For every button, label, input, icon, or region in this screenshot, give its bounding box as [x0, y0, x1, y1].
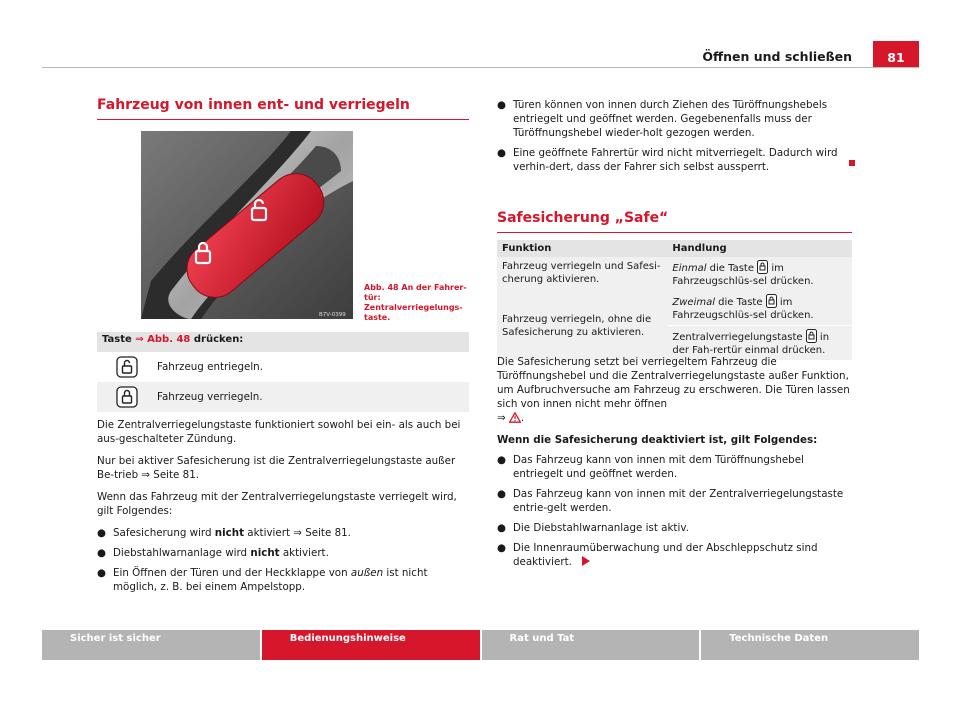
list-item-text: aktiviert. — [279, 547, 329, 559]
door-panel-illustration — [141, 131, 353, 319]
table-cell: Fahrzeug verriegeln und Safesi-cherung aktivieren. — [497, 257, 667, 291]
paragraph: Die Zentralverriegelungstaste funktioniert sowohl bei ein- als auch bei aus-geschalteter Zündung. — [97, 419, 461, 445]
table-cell-unlock-text: Fahrzeug entriegeln. — [157, 361, 263, 373]
list-item-text: Diebstahlwarnanlage wird — [113, 547, 251, 559]
chapter-tab-safety[interactable]: Sicher ist sicher — [42, 630, 260, 660]
cell-text: im Fahrzeugschlüs-sel drücken. — [672, 263, 814, 287]
list-item-text: Türen können von innen durch Ziehen des Türöffnungshebels entriegelt und geöffnet werden. Gegebenenfalls muss der Türöffnungshebel wieder-holt gezogen werden. — [513, 99, 828, 139]
figure-code: B7V-0399 — [319, 312, 346, 318]
section-end-marker — [849, 160, 855, 166]
list-item-text: Eine geöffnete Fahrertür wird nicht mitverriegelt. Dadurch wird verhin-dert, dass der Fahrer sich selbst aussperrt. — [513, 147, 838, 173]
table-row-unlock — [97, 352, 469, 382]
paragraph-text: Die Safesicherung setzt bei verriegeltem Fahrzeug die Türöffnungshebel und die Zentralverriegelungstaste außer Funktion, um Aufbruchversuche am Fahrzeug zu erschweren. Die Türen lassen sich von innen nicht mehr öffnen — [497, 356, 850, 410]
list-item-text: Safesicherung wird — [113, 527, 215, 539]
key-lock-icon — [757, 260, 768, 274]
table-row-lock — [97, 382, 469, 412]
heading-rule — [97, 119, 469, 120]
list-item-bold: nicht — [250, 547, 280, 559]
list-item: ● Das Fahrzeug kann von innen mit der Zentralverriegelungstaste entrie-gelt werden. — [497, 488, 844, 514]
table-header-action: Handlung — [667, 240, 852, 257]
paragraph — [497, 355, 855, 425]
list-item: ● Safesicherung wird nicht aktiviert ⇒ Seite 81. — [97, 527, 351, 539]
left-body-text — [97, 418, 469, 600]
list-item: ● Das Fahrzeug kann von innen mit dem Türöffnungshebel entriegelt und geöffnet werden. — [497, 454, 804, 480]
footer-chapter-tabs — [42, 630, 919, 660]
lock-button-icon — [806, 329, 817, 343]
paragraph-end: . — [520, 412, 525, 424]
header-rule — [42, 67, 919, 68]
list-item-text: Das Fahrzeug kann von innen mit der Zentralverriegelungstaste entrie-gelt werden. — [513, 488, 844, 514]
table-row — [497, 291, 852, 326]
table-header-function: Funktion — [497, 240, 667, 257]
lock-table-header — [97, 332, 469, 352]
warning-triangle-icon[interactable] — [509, 412, 521, 423]
right-top-bullets — [497, 98, 853, 180]
right-body-text — [497, 355, 855, 575]
emphasis-text: Einmal — [672, 263, 707, 274]
chapter-tab-advice[interactable]: Rat und Tat — [482, 630, 700, 660]
list-item-text: ist nicht möglich, z. B. bei einem Ampelstopp. — [113, 567, 428, 593]
cell-text: in der Fah-rertür einmal drücken. — [672, 332, 830, 356]
table-cell — [667, 291, 852, 326]
safe-heading-block — [497, 208, 852, 233]
list-item-text: Ein Öffnen der Türen und der Heckklappe von — [113, 567, 351, 579]
paragraph: Wenn das Fahrzeug mit der Zentralverriegelungstaste verriegelt wird, gilt Folgendes: — [97, 491, 457, 517]
paragraph: Nur bei aktiver Safesicherung ist die Zentralverriegelungstaste außer Be-trieb ⇒ Seite 81. — [97, 455, 456, 481]
key-lock-icon — [766, 294, 777, 308]
table-cell — [667, 257, 852, 291]
list-item-text: Das Fahrzeug kann von innen mit dem Türöffnungshebel entriegelt und geöffnet werden. — [513, 454, 804, 480]
unlock-icon — [116, 356, 138, 378]
list-item-text: Die Diebstahlwarnanlage ist aktiv. — [513, 522, 689, 534]
chapter-tab-operation[interactable]: Bedienungshinweise — [262, 630, 480, 660]
heading-rule — [497, 232, 852, 233]
cell-text: Zentralverriegelungstaste — [672, 332, 806, 343]
continue-arrow-icon — [582, 556, 590, 566]
emphasis-text: Zweimal — [672, 297, 715, 308]
list-item: ● Ein Öffnen der Türen und der Heckklappe von außen ist nicht möglich, z. B. bei einem Ampelstopp. — [97, 567, 428, 593]
lock-button-table — [97, 332, 469, 412]
cell-text: die Taste — [715, 297, 766, 308]
section-heading-interior-locking: Fahrzeug von innen ent- und verriegeln — [97, 97, 410, 113]
page-header-title: Öffnen und schließen — [702, 49, 852, 64]
page-number: 81 — [873, 41, 919, 68]
table-cell-lock-text: Fahrzeug verriegeln. — [157, 391, 263, 403]
left-section-heading-block — [97, 95, 469, 120]
lock-table-header-prefix: Taste — [102, 334, 136, 345]
table-cell: Fahrzeug verriegeln, ohne die Safesicherung zu aktivieren. — [497, 291, 667, 360]
list-item: ● Die Innenraumüberwachung und der Abschleppschutz sind deaktiviert. — [497, 542, 818, 568]
list-item: ● Türen können von innen durch Ziehen des Türöffnungshebels entriegelt und geöffnet werden. Gegebenenfalls muss der Türöffnungshebel wieder-holt gezogen werden. — [497, 99, 828, 139]
lock-icon — [116, 386, 138, 408]
cell-text: die Taste — [706, 263, 758, 274]
list-item: ● Eine geöffnete Fahrertür wird nicht mitverriegelt. Dadurch wird verhin-dert, dass der Fahrer sich selbst aussperrt. — [497, 147, 838, 173]
cell-text: im Fahrzeugschlüs-sel drücken. — [672, 297, 814, 321]
list-item-text: Die Innenraumüberwachung und der Abschleppschutz sind deaktiviert. — [513, 542, 818, 568]
figure-caption: Abb. 48 An der Fahrer-tür: Zentralverriegelungs-taste. — [364, 283, 467, 322]
list-item-text: aktiviert ⇒ Seite 81. — [244, 527, 351, 539]
table-row — [497, 257, 852, 291]
warning-xref[interactable]: ⇒ — [497, 412, 509, 424]
chapter-tab-technical-data[interactable]: Technische Daten — [701, 630, 919, 660]
safe-lock-table — [497, 240, 852, 360]
list-item: ● Diebstahlwarnanlage wird nicht aktiviert. — [97, 547, 329, 559]
list-item: ● Die Diebstahlwarnanlage ist aktiv. — [497, 522, 689, 534]
list-item-bold: nicht — [214, 527, 245, 539]
figure-door-lock-button — [141, 131, 353, 319]
figure-xref-link[interactable]: ⇒ Abb. 48 — [135, 334, 191, 345]
section-heading-safe: Safesicherung „Safe“ — [497, 210, 669, 226]
subheading-deactivated: Wenn die Safesicherung deaktiviert ist, gilt Folgendes: — [497, 434, 818, 446]
list-item-italic: außen — [350, 567, 384, 579]
lock-table-header-suffix: drücken: — [190, 334, 244, 345]
